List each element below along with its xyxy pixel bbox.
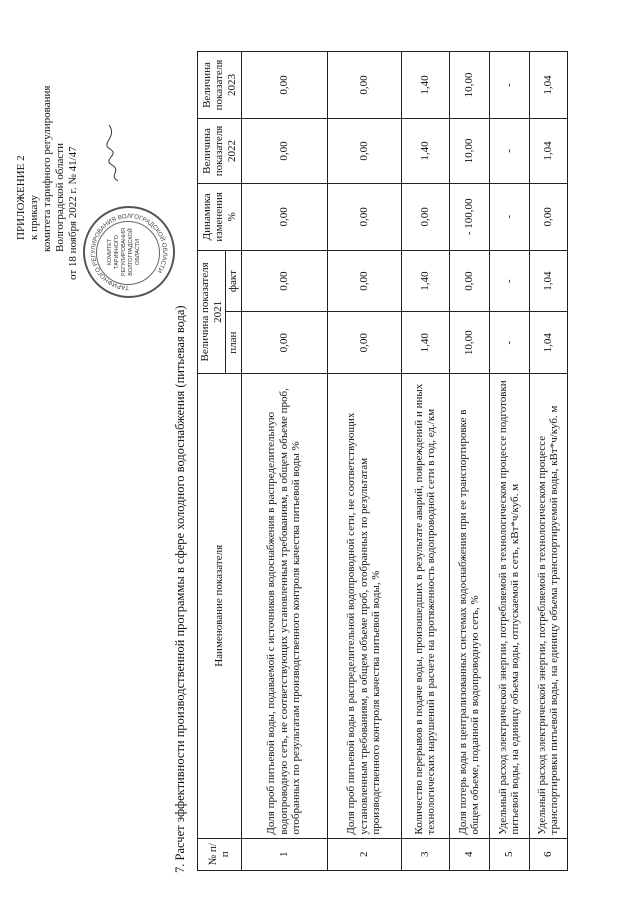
header-2022: Величина показателя 2022 [198,119,242,184]
value-fact-2021: 1,40 [401,250,449,312]
value-dynamics: 0,00 [401,183,449,250]
value-plan-2021: - [489,312,529,374]
value-plan-2021: 0,00 [241,312,327,374]
value-dynamics: - [489,183,529,250]
value-dynamics: 0,00 [327,183,401,250]
value-fact-2021: 0,00 [327,250,401,312]
table-row [529,52,567,871]
indicator-name: Удельный расход электрической энергии, потребляемой в технологическом процессе транспортировки питьевой воды, на единицу объема транспортируемой воды, кВт*ч/куб. м [529,374,567,839]
value-2022: 10,00 [449,119,489,184]
appendix-title: ПРИЛОЖЕНИЕ 2 [15,155,27,240]
efficiency-table [197,51,568,871]
row-number: 3 [401,838,449,870]
value-fact-2021: 0,00 [241,250,327,312]
indicator-name: Доля проб питьевой воды, подаваемой с источников водоснабжения в распределительную водопроводную сеть, не соответствующих установленным требованиям, в общем объеме проб, отобранных по результатам производственного контроля качества питьевой воды % [241,374,327,839]
row-number: 6 [529,838,567,870]
header-fact: факт [226,250,242,312]
row-number: 4 [449,838,489,870]
seal-text: ТАРИФНОГО [114,235,120,269]
table-row [327,52,401,871]
svg-text:ТАРИФНОГО РЕГУЛИРОВАНИЯ ВОЛГОГ: ТАРИФНОГО РЕГУЛИРОВАНИЯ ВОЛГОГРАДСКОЙ ОБЛАСТИ [89,212,169,292]
appendix-date-number: от 18 ноября 2022 г. № 41/47 [67,146,79,280]
seal-text: ОБЛАСТИ [135,238,141,266]
table-row [241,52,327,871]
value-plan-2021: 0,00 [327,312,401,374]
value-plan-2021: 1,04 [529,312,567,374]
value-2023: 0,00 [327,52,401,119]
indicator-name: Количество перерывов в подаче воды, произошедших в результате аварий, повреждений и иных технологических нарушений в расчете на протяженность водопроводной сети в год, ед./км [401,374,449,839]
table-row [449,52,489,871]
value-plan-2021: 10,00 [449,312,489,374]
value-fact-2021: 1,04 [529,250,567,312]
value-2022: 0,00 [241,119,327,184]
header-num: № п/п [198,838,242,870]
row-number: 2 [327,838,401,870]
indicator-name: Доля потерь воды в централизованных системах водоснабжения при ее транспортировке в общем объеме, поданной в водопроводную сеть, % [449,374,489,839]
value-2022: 1,04 [529,119,567,184]
seal-text: РЕГУЛИРОВАНИЯ [121,227,127,277]
value-dynamics: - 100,00 [449,183,489,250]
value-fact-2021: 0,00 [449,250,489,312]
seal-text: КОМИТЕТ [107,238,113,266]
table-row [489,52,529,871]
header-2023: Величина показателя 2023 [198,52,242,119]
row-number: 1 [241,838,327,870]
seal-text: ВОЛГОГРАДСКОЙ [128,228,134,276]
appendix-line: комитета тарифного регулирования [41,85,53,252]
header-2021: Величина показателя 2021 [198,250,226,373]
value-dynamics: 0,00 [529,183,567,250]
value-dynamics: 0,00 [241,183,327,250]
appendix-line: Волгоградской области [54,143,66,252]
header-plan: план [226,312,242,374]
value-2022: 1,40 [401,119,449,184]
row-number: 5 [489,838,529,870]
value-2023: 0,00 [241,52,327,119]
value-plan-2021: 1,40 [401,312,449,374]
value-2022: - [489,119,529,184]
signature-icon [104,123,124,183]
indicator-name: Удельный расход электрической энергии, потребляемой в технологическом процессе подготовки питьевой воды, на единицу объема воды, отпускаемой в сеть, кВт*ч/куб. м [489,374,529,839]
appendix-line: к приказу [28,194,40,240]
value-2023: 1,40 [401,52,449,119]
header-dynamics: Динамика изменения % [198,183,242,250]
table-caption: 7. Расчет эффективности производственной программы в сфере холодного водоснабжения (питьевая вода) [173,305,187,873]
value-2023: 1,04 [529,52,567,119]
value-fact-2021: - [489,250,529,312]
header-name: Наименование показателя [198,374,242,839]
table-row [401,52,449,871]
official-seal [83,206,175,298]
value-2022: 0,00 [327,119,401,184]
value-2023: - [489,52,529,119]
indicator-name: Доля проб питьевой воды в распределительной водопроводной сети, не соответствующих установленным требованиям, в общем объеме проб, отобранных по результатам производственного контроля качества питьевой воды, % [327,374,401,839]
value-2023: 10,00 [449,52,489,119]
